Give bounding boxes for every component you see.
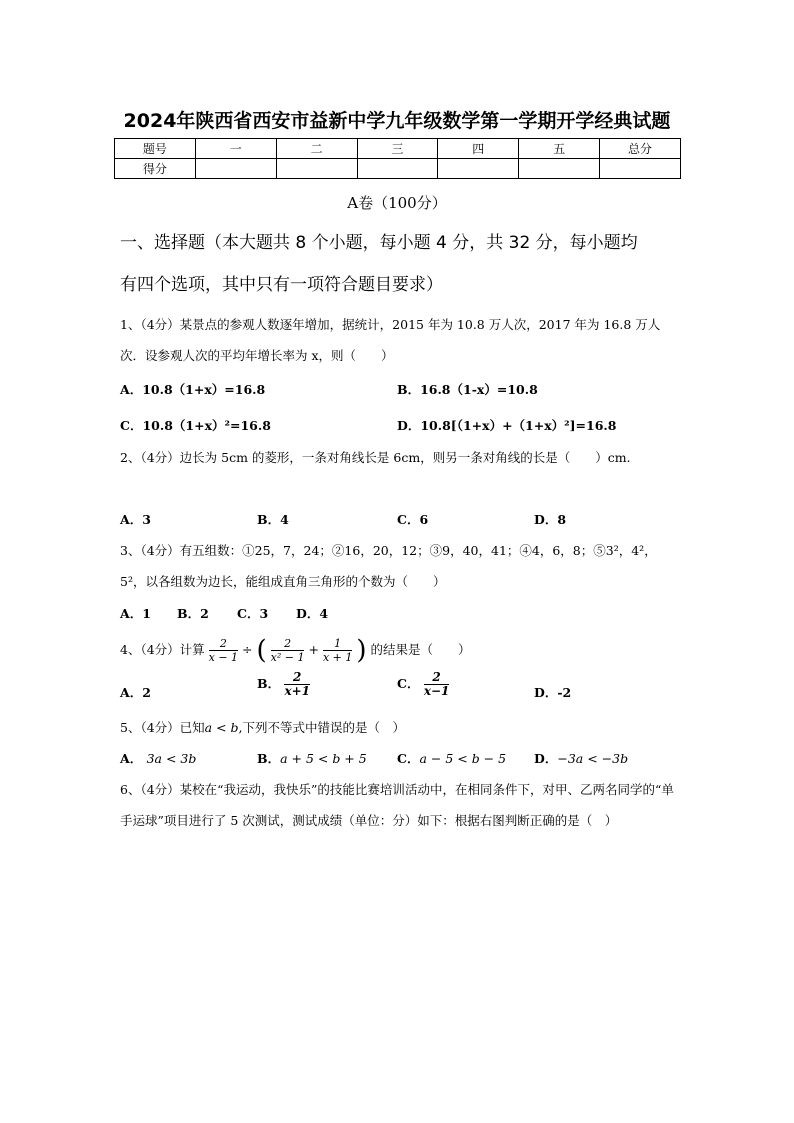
q2-option-a: A．3 bbox=[120, 512, 151, 527]
question-4 bbox=[120, 633, 680, 668]
right-paren: ) bbox=[356, 635, 367, 666]
header-cell: 三 bbox=[357, 139, 438, 159]
exam-title: 2024年陕西省西安市益新中学九年级数学第一学期开学经典试题 bbox=[123, 110, 671, 132]
q4-option-b-fraction bbox=[284, 671, 310, 698]
section-heading-line2: 有四个选项，其中只有一项符合题目要求） bbox=[120, 275, 443, 295]
q1-option-d: D．10.8[（1+x）+（1+x）²]=16.8 bbox=[397, 418, 617, 433]
fraction-denominator: x² − 1 bbox=[270, 651, 305, 664]
header-cell: 四 bbox=[438, 139, 519, 159]
question-6-text: 6、（4分）某校在“我运动，我快乐”的技能比赛培训活动中，在相同条件下，对甲、乙两名同学的“单手运球”项目进行了 5 次测试，测试成绩（单位：分）如下：根据右图判断正确的是（ ） bbox=[120, 782, 674, 828]
q5-suffix: ,下列不等式中错误的是（ ） bbox=[238, 720, 406, 735]
score-cell bbox=[438, 159, 519, 179]
fraction-denominator: x−1 bbox=[423, 684, 450, 698]
q5-option-c bbox=[397, 749, 506, 767]
fraction-numerator: 2 bbox=[424, 671, 450, 685]
score-table-header-row bbox=[115, 139, 681, 159]
option-expression: 3a < 3b bbox=[146, 751, 197, 766]
q4-option-c-fraction bbox=[424, 671, 450, 698]
q4-option-a: A．2 bbox=[120, 685, 151, 700]
q5-option-d bbox=[534, 749, 628, 767]
q3-option-c: C．3 bbox=[237, 606, 269, 621]
fraction-numerator: 1 bbox=[323, 637, 352, 651]
q4-option-d: D．-2 bbox=[534, 685, 572, 700]
fraction-denominator: x − 1 bbox=[208, 651, 239, 664]
option-expression: −3a < −3b bbox=[557, 751, 629, 766]
row-label-cell: 得分 bbox=[115, 159, 196, 179]
score-table-score-row bbox=[115, 159, 681, 179]
score-cell bbox=[519, 159, 600, 179]
score-cell bbox=[276, 159, 357, 179]
section-subtitle: A卷（100分） bbox=[347, 194, 447, 212]
q5-option-b bbox=[257, 749, 367, 767]
option-label: C． bbox=[397, 751, 420, 766]
option-label: D． bbox=[534, 751, 558, 766]
question-1-text: 1、（4分）某景点的参观人数逐年增加，据统计，2015 年为 10.8 万人次，2017 年为 16.8 万人次．设参观人次的平均年增长率为 x，则（ ） bbox=[120, 317, 661, 363]
fraction-denominator: x+1 bbox=[284, 684, 310, 698]
option-label: B． bbox=[257, 751, 281, 766]
q5-option-a bbox=[120, 749, 196, 767]
fraction-numerator: 2 bbox=[209, 637, 238, 651]
question-2-text: 2、（4分）边长为 5cm 的菱形，一条对角线长是 6cm，则另一条对角线的长是（ ）cm. bbox=[120, 450, 631, 465]
q4-suffix: 的结果是（ ） bbox=[370, 642, 471, 657]
q3-option-d: D．4 bbox=[296, 606, 329, 621]
option-expression: a + 5 < b + 5 bbox=[280, 751, 367, 766]
fraction-numerator: 2 bbox=[284, 671, 310, 685]
header-cell: 二 bbox=[276, 139, 357, 159]
q1-option-c: C．10.8（1+x）²=16.8 bbox=[120, 418, 271, 433]
section-heading-line1: 一、选择题（本大题共 8 个小题，每小题 4 分，共 32 分，每小题均 bbox=[120, 233, 638, 253]
left-paren: ( bbox=[256, 635, 267, 666]
score-cell bbox=[600, 159, 681, 179]
header-cell: 五 bbox=[519, 139, 600, 159]
question-3-text: 3、（4分）有五组数：①25，7，24；②16，20，12；③9，40，41；④4，6，8；⑤3²，4²，5²，以各组数为边长，能组成直角三角形的个数为（ ） bbox=[120, 543, 657, 589]
q2-option-d: D．8 bbox=[534, 512, 567, 527]
fraction-numerator: 2 bbox=[271, 637, 305, 651]
score-cell bbox=[195, 159, 276, 179]
q4-plus-sign: + bbox=[308, 642, 319, 657]
section-heading bbox=[120, 222, 680, 306]
question-5 bbox=[120, 712, 680, 743]
option-label: C． bbox=[397, 676, 420, 691]
q4-fraction-1 bbox=[209, 637, 238, 664]
q4-option-c bbox=[397, 671, 449, 698]
q4-fraction-2 bbox=[271, 637, 305, 664]
q5-condition: a < b bbox=[204, 720, 239, 735]
q4-prefix: 4、（4分）计算 bbox=[120, 642, 205, 657]
q2-option-b: B．4 bbox=[257, 512, 289, 527]
q1-option-b: B．16.8（1-x）=10.8 bbox=[397, 382, 538, 397]
q4-option-b bbox=[257, 671, 310, 698]
fraction-denominator: x + 1 bbox=[322, 651, 353, 664]
header-cell: 一 bbox=[195, 139, 276, 159]
q5-prefix: 5、（4分）已知 bbox=[120, 720, 205, 735]
header-cell: 题号 bbox=[115, 139, 196, 159]
q1-option-a: A．10.8（1+x）=16.8 bbox=[120, 382, 266, 397]
option-label: B． bbox=[257, 676, 281, 691]
q4-fraction-3 bbox=[323, 637, 352, 664]
q2-option-c: C．6 bbox=[397, 512, 429, 527]
q3-option-b: B．2 bbox=[177, 606, 209, 621]
q4-divide-sign: ÷ bbox=[242, 642, 253, 657]
option-expression: a − 5 < b − 5 bbox=[419, 751, 507, 766]
option-label: A． bbox=[120, 751, 143, 766]
score-cell bbox=[357, 159, 438, 179]
q3-option-a: A．1 bbox=[120, 606, 151, 621]
header-cell: 总分 bbox=[600, 139, 681, 159]
score-table bbox=[114, 138, 681, 179]
